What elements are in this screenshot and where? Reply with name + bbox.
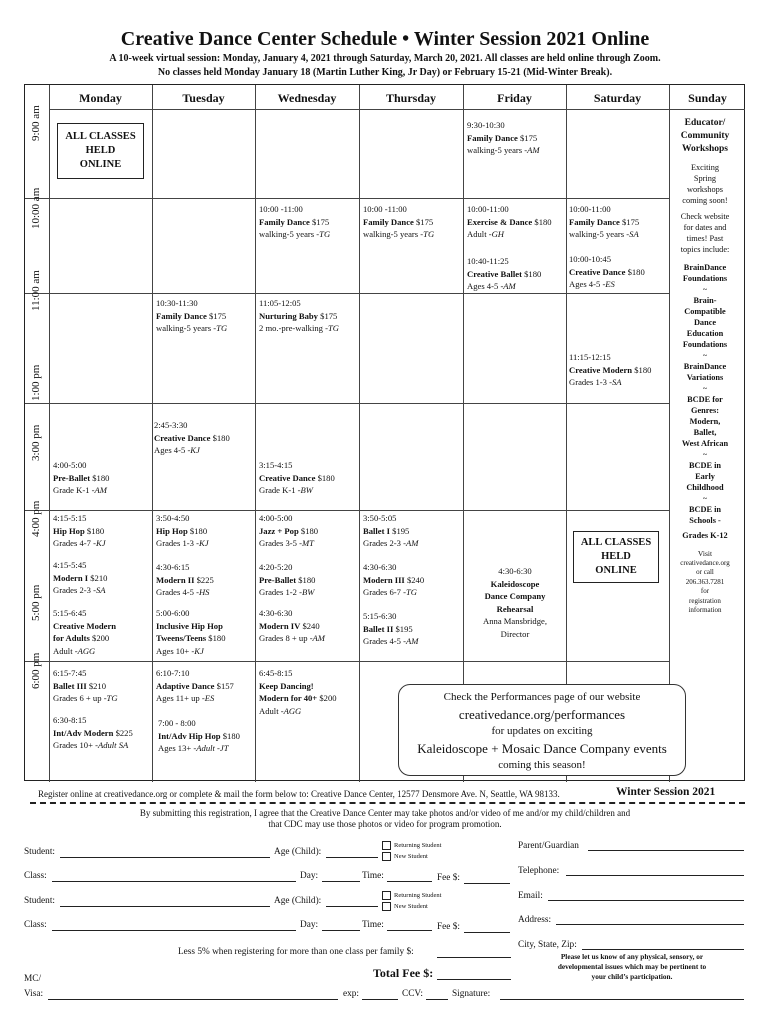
- time-label-field: Time:: [362, 920, 384, 930]
- card-number-field[interactable]: [48, 999, 338, 1000]
- exp-label: exp:: [343, 989, 360, 999]
- address-label: Address:: [518, 915, 552, 925]
- email-field[interactable]: [548, 900, 744, 901]
- student-field[interactable]: [60, 857, 270, 858]
- class-jazzpop-wed: 4:00-5:00 Jazz + Pop $180 Grades 3-5 -MT: [259, 513, 319, 548]
- class-exercise-fri: 10:00-11:00 Exercise & Dance $180 Adult -GH: [467, 204, 552, 239]
- returning-label: Returning Student: [394, 892, 442, 899]
- day-header-monday: Monday: [79, 91, 122, 105]
- sunday-workshops: Educator/ Community Workshops Exciting Spring workshops coming soon! Check website for dates and times! Past topics include: BrainDance Foundations ~ Brain- Compatible Dance Education Foundations ~ BrainDance Variations ~ BCDE for Genres: Modern, Ballet, West African ~ BCDE in Early Childhood ~ BCDE in Schools - Grades K-12 Visit creativedance.org or call 206.363.7281 for registration information: [680, 118, 730, 614]
- total-fee-field[interactable]: [437, 979, 511, 980]
- day-field[interactable]: [322, 930, 360, 931]
- class-creative-wed: 3:15-4:15 Creative Dance $180 Grade K-1 -BW: [259, 460, 335, 495]
- class-hiphop-tue: 3:50-4:50 Hip Hop $180 Grades 1-3 -KJ: [156, 513, 209, 548]
- visa-label: Visa:: [24, 989, 44, 999]
- new-label: New Student: [394, 903, 428, 910]
- new-checkbox[interactable]: [382, 852, 391, 861]
- day-field[interactable]: [322, 881, 360, 882]
- class-preballet-mon: 4:00-5:00 Pre-Ballet $180 Grade K-1 -AM: [53, 460, 110, 495]
- age-label: Age (Child):: [274, 847, 322, 857]
- special-needs-note: Please let us know of any physical, sensory, or developmental issues which may be pertinent to your child’s participation.: [557, 952, 707, 981]
- class-label: Class:: [24, 871, 47, 881]
- class-ballet1-thu: 3:50-5:05 Ballet I $195 Grades 2-3 -AM: [363, 513, 419, 548]
- rehearsal-fri: 4:30-6:30 Kaleidoscope Dance Company Rehearsal Anna Mansbridge, Director: [483, 566, 547, 639]
- class-ballet2-thu: 5:15-6:30 Ballet II $195 Grades 4-5 -AM: [363, 611, 419, 646]
- student-label: Student:: [24, 896, 55, 906]
- student-label: Student:: [24, 847, 55, 857]
- day-label: Day:: [300, 871, 319, 881]
- day-header-wednesday: Wednesday: [277, 91, 337, 105]
- class-hiphop-mon: 4:15-5:15 Hip Hop $180 Grades 4-7 -KJ: [53, 513, 106, 548]
- returning-checkbox[interactable]: [382, 841, 391, 850]
- class-field[interactable]: [52, 881, 296, 882]
- telephone-label: Telephone:: [518, 866, 560, 876]
- class-cm-adults-mon: 5:15-6:45 Creative Modern for Adults $200 Adult -AGG: [53, 608, 117, 656]
- mc-label: MC/: [24, 974, 42, 984]
- email-label: Email:: [518, 891, 543, 901]
- photo-consent: By submitting this registration, I agree that the Creative Dance Center may take photos and/or video of me and/or my child/children and: [139, 808, 631, 818]
- time-label: 4:00 pm: [30, 500, 42, 537]
- discount-field[interactable]: [437, 957, 511, 958]
- city-field[interactable]: [582, 949, 744, 950]
- day-header-thursday: Thursday: [385, 91, 437, 105]
- time-label: 11:00 am: [30, 270, 42, 311]
- session-info: A 10-week virtual session: Monday, January 4, 2021 through Saturday, March 20, 2021. All classes are held online through Zoom.: [109, 53, 661, 64]
- performances-callout: Check the Performances page of our website creativedance.org/performances for updates on exciting Kaleidoscope + Mosaic Dance Company events coming this season!: [398, 684, 686, 776]
- class-family-sat: 10:00-11:00 Family Dance $175 walking-5 years -SA: [569, 204, 640, 239]
- all-classes-online-box: ALL CLASSES HELD ONLINE: [57, 123, 144, 179]
- total-fee-label: Total Fee $:: [373, 966, 434, 980]
- age-label: Age (Child):: [274, 896, 322, 906]
- fee-field[interactable]: [464, 883, 510, 884]
- parent-label: Parent/Guardian: [518, 841, 579, 851]
- class-creative-ballet-fri: 10:40-11:25 Creative Ballet $180 Ages 4-5 -AM: [467, 256, 542, 291]
- class-creative-sat: 10:00-10:45 Creative Dance $180 Ages 4-5 -ES: [569, 254, 645, 289]
- time-label: 9:00 am: [30, 105, 42, 141]
- city-label: City, State, Zip:: [518, 940, 577, 950]
- schedule-grid: [24, 84, 745, 781]
- class-family-thu: 10:00 -11:00 Family Dance $175 walking-5 years -TG: [363, 204, 435, 239]
- parent-field[interactable]: [588, 850, 744, 851]
- class-modern1-mon: 4:15-5:45 Modern I $210 Grades 2-3 -SA: [53, 560, 108, 595]
- class-family-wed: 10:00 -11:00 Family Dance $175 walking-5 years -TG: [259, 204, 331, 239]
- class-nurturing-wed: 11:05-12:05 Nurturing Baby $175 2 mo.-pre-walking -TG: [259, 298, 339, 333]
- day-header-tuesday: Tuesday: [182, 91, 225, 105]
- new-label: New Student: [394, 853, 428, 860]
- performances-link[interactable]: creativedance.org/performances: [458, 707, 626, 722]
- no-class-info: No classes held Monday January 18 (Martin Luther King, Jr Day) or February 15-21 (Mid-Winter Break).: [157, 67, 613, 78]
- class-ballet3-mon: 6:15-7:45 Ballet III $210 Grades 6 + up -TG: [53, 668, 118, 703]
- class-adaptive-tue: 6:10-7:10 Adaptive Dance $157 Ages 11+ up -ES: [156, 668, 234, 703]
- returning-checkbox[interactable]: [382, 891, 391, 900]
- class-modern4-wed: 4:30-6:30 Modern IV $240 Grades 8 + up -AM: [259, 608, 325, 643]
- ccv-field[interactable]: [426, 999, 448, 1000]
- class-intadv-hiphop-tue: 7:00 - 8:00 Int/Adv Hip Hop $180 Ages 13+ -Adult -JT: [158, 718, 240, 753]
- day-header-saturday: Saturday: [593, 91, 642, 105]
- age-field[interactable]: [326, 906, 378, 907]
- telephone-field[interactable]: [566, 875, 744, 876]
- new-checkbox[interactable]: [382, 902, 391, 911]
- class-creative-tue: 2:45-3:30 Creative Dance $180 Ages 4-5 -KJ: [154, 420, 230, 455]
- all-classes-online-box-sat: ALL CLASSES HELD ONLINE: [573, 531, 659, 583]
- class-intadv-mon: 6:30-8:15 Int/Adv Modern $225 Grades 10+ -Adult SA: [53, 715, 133, 750]
- time-label: 5:00 pm: [30, 584, 42, 621]
- signature-field[interactable]: [500, 999, 744, 1000]
- page-title: Creative Dance Center Schedule • Winter Session 2021 Online: [120, 28, 650, 50]
- class-cmodern-sat: 11:15-12:15 Creative Modern $180 Grades 1-3 -SA: [569, 352, 652, 387]
- exp-field[interactable]: [362, 999, 398, 1000]
- time-label: 6:00 pm: [30, 652, 42, 689]
- student-field[interactable]: [60, 906, 270, 907]
- time-label: 10:00 am: [30, 187, 42, 229]
- day-label: Day:: [300, 920, 319, 930]
- fee-label: Fee $:: [437, 873, 460, 883]
- discount-label: Less 5% when registering for more than one class per family $:: [178, 947, 414, 957]
- class-family-fri: 9:30-10:30 Family Dance $175 walking-5 years -AM: [467, 120, 540, 155]
- time-label: 1:00 pm: [30, 364, 42, 401]
- time-label-field: Time:: [362, 871, 384, 881]
- class-modern3-thu: 4:30-6:30 Modern III $240 Grades 6-7 -TG: [363, 562, 425, 597]
- age-field[interactable]: [326, 857, 378, 858]
- time-label: 3:00 pm: [30, 424, 42, 461]
- time-field[interactable]: [387, 930, 432, 931]
- fee-label: Fee $:: [437, 922, 460, 932]
- class-keepdancing-wed: 6:45-8:15 Keep Dancing! Modern for 40+ $200 Adult -AGG: [259, 668, 337, 716]
- day-header-sunday: Sunday: [688, 91, 727, 105]
- day-header-friday: Friday: [497, 91, 532, 105]
- ccv-label: CCV:: [402, 989, 424, 999]
- class-hiphop-tweens-tue: 5:00-6:00 Inclusive Hip Hop Tweens/Teens $180 Ages 10+ -KJ: [156, 608, 226, 656]
- class-modern2-tue: 4:30-6:15 Modern II $225 Grades 4-5 -HS: [156, 562, 214, 597]
- class-field[interactable]: [52, 930, 296, 931]
- signature-label: Signature:: [452, 989, 491, 999]
- class-preballet-wed: 4:20-5:20 Pre-Ballet $180 Grades 1-2 -BW: [259, 562, 316, 597]
- fee-field[interactable]: [464, 932, 510, 933]
- time-field[interactable]: [387, 881, 432, 882]
- class-family-tue: 10:30-11:30 Family Dance $175 walking-5 years -TG: [156, 298, 228, 333]
- photo-consent-2: that CDC may use those photos or video for program promotion.: [268, 819, 502, 829]
- session-label: Winter Session 2021: [616, 786, 716, 798]
- register-instructions: Register online at creativedance.org or complete & mail the form below to: Creative Dance Center, 12577 Densmore Ave. N, Seattle, WA 98133.: [38, 789, 560, 799]
- address-field[interactable]: [556, 924, 744, 925]
- class-label: Class:: [24, 920, 47, 930]
- returning-label: Returning Student: [394, 842, 442, 849]
